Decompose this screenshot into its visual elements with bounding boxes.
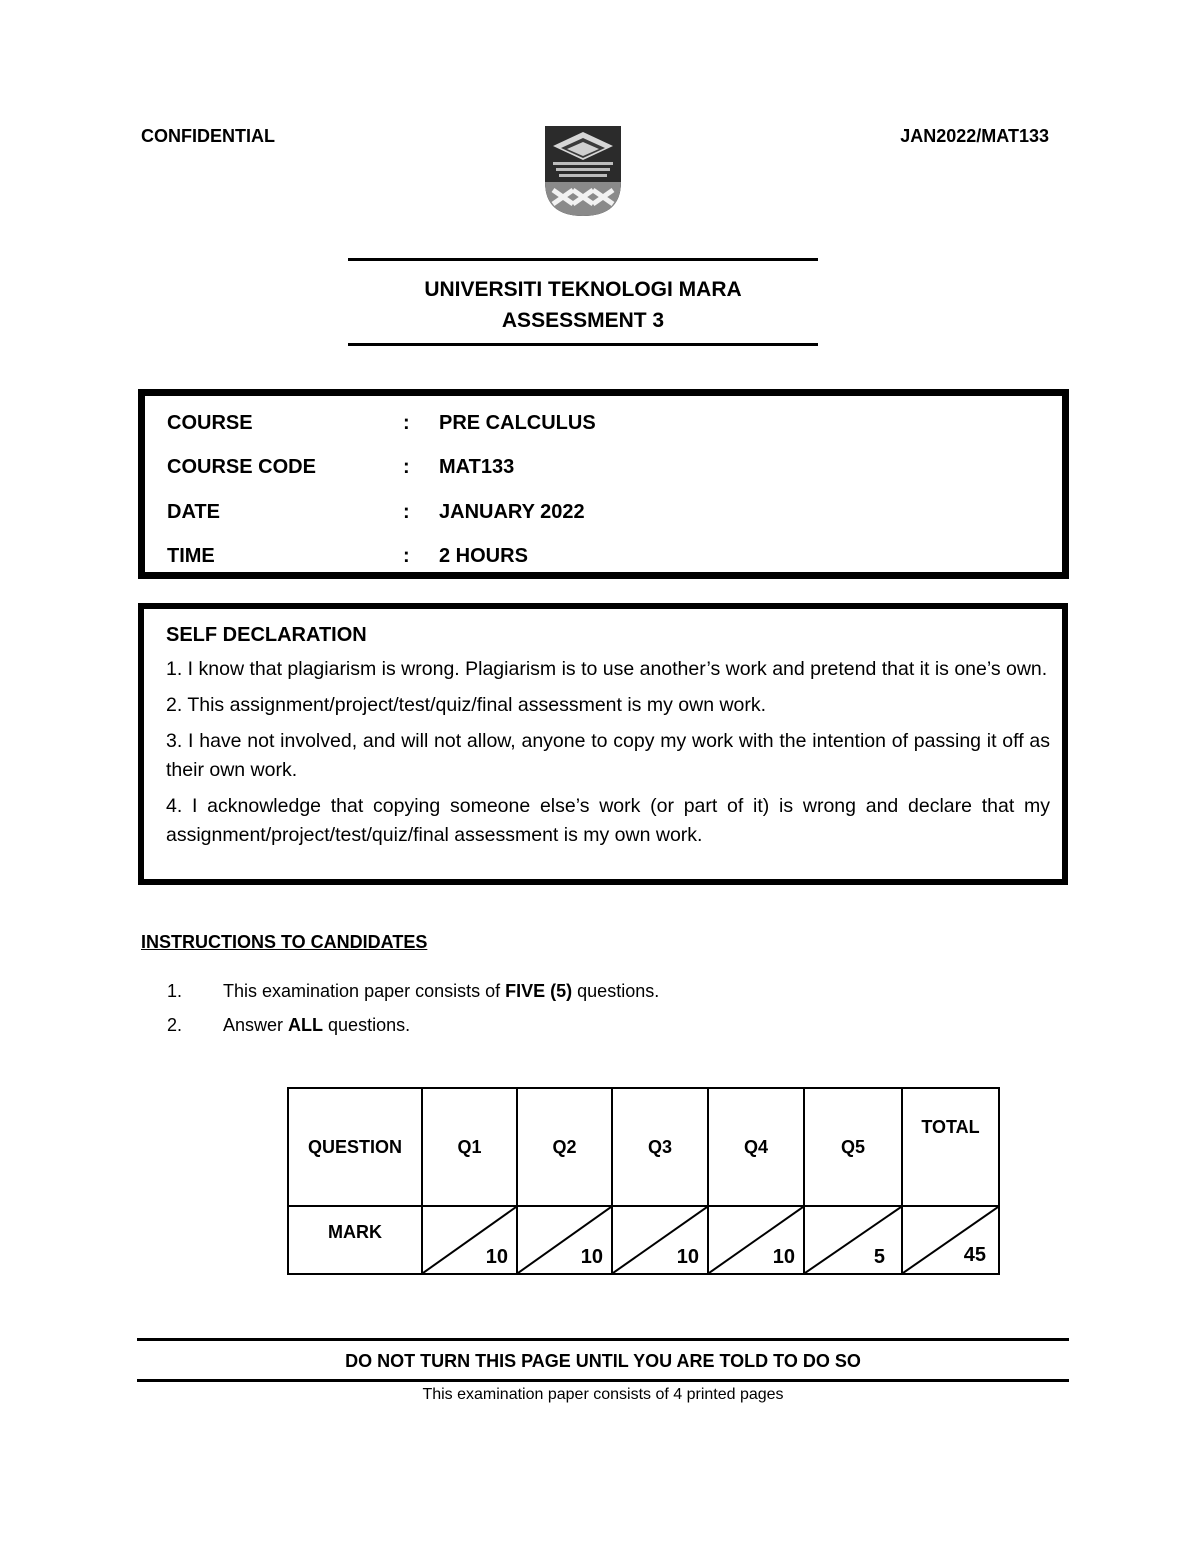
mark-cell-q5 — [804, 1206, 902, 1274]
time-label: TIME — [167, 545, 215, 567]
diagonal-slash — [805, 1207, 901, 1273]
declaration-item: 2. This assignment/project/test/quiz/final assessment is my own work. — [166, 694, 767, 716]
title-bottom-rule — [348, 343, 818, 346]
instruction-emphasis: FIVE (5) — [505, 981, 573, 1001]
confidential-label: CONFIDENTIAL — [141, 126, 275, 146]
mark-cell-q1 — [422, 1206, 517, 1274]
instruction-number: 1. — [167, 981, 183, 1001]
course-value: PRE CALCULUS — [439, 412, 596, 434]
course-code-value: MAT133 — [439, 456, 515, 478]
instructions-heading: INSTRUCTIONS TO CANDIDATES — [141, 932, 428, 952]
course-code-label: COURSE CODE — [167, 456, 316, 478]
assessment-title: ASSESSMENT 3 — [501, 309, 665, 332]
instruction-text-part: questions. — [572, 981, 660, 1001]
column-header-total: TOTAL — [902, 1088, 999, 1206]
mark-cell-total — [902, 1206, 999, 1274]
instruction-emphasis: ALL — [288, 1015, 324, 1035]
mark-cell-q2 — [517, 1206, 612, 1274]
instruction-text-part: questions. — [323, 1015, 411, 1035]
course-info-box — [138, 389, 1069, 579]
max-mark-q1: 10 — [485, 1246, 508, 1268]
paper-code: JAN2022/MAT133 — [900, 126, 1049, 146]
column-header-q3: Q3 — [612, 1088, 708, 1206]
declaration-item: 3. I have not involved, and will not allow, anyone to copy my work with the intention of passing it off as their own work. — [166, 730, 1050, 781]
declaration-title: SELF DECLARATION — [166, 624, 367, 646]
max-mark-q2: 10 — [580, 1246, 603, 1268]
column-header-q1: Q1 — [422, 1088, 517, 1206]
footer-top-rule — [137, 1338, 1069, 1341]
separator: : — [403, 501, 410, 523]
separator: : — [403, 545, 410, 567]
declaration-item: 1. I know that plagiarism is wrong. Plagiarism is to use another’s work and pretend that it is one’s own. — [166, 658, 1048, 680]
column-header-q4: Q4 — [708, 1088, 804, 1206]
title-top-rule — [348, 258, 818, 261]
instruction-text — [223, 1015, 410, 1036]
course-label: COURSE — [167, 412, 253, 434]
mark-cell-q4 — [708, 1206, 804, 1274]
self-declaration-box — [138, 603, 1068, 885]
max-mark-q3: 10 — [676, 1246, 699, 1268]
max-mark-q4: 10 — [772, 1246, 795, 1268]
instruction-text — [223, 981, 659, 1002]
footer-bottom-rule — [137, 1379, 1069, 1382]
instruction-text-part: Answer — [223, 1015, 289, 1035]
marks-table — [287, 1087, 1000, 1275]
university-crest-icon — [543, 124, 623, 218]
question-label-cell: QUESTION — [288, 1088, 422, 1206]
mark-cell-q3 — [612, 1206, 708, 1274]
mark-row — [288, 1206, 999, 1274]
date-label: DATE — [167, 501, 220, 523]
separator: : — [403, 456, 410, 478]
max-mark-q5: 5 — [873, 1246, 885, 1268]
instruction-text-part: This examination paper consists of — [223, 981, 506, 1001]
time-value: 2 HOURS — [439, 545, 528, 567]
separator: : — [403, 412, 410, 434]
university-name: UNIVERSITI TEKNOLOGI MARA — [424, 278, 742, 301]
footer-warning: DO NOT TURN THIS PAGE UNTIL YOU ARE TOLD TO DO SO — [345, 1351, 861, 1371]
max-mark-total: 45 — [963, 1244, 986, 1266]
column-header-q5: Q5 — [804, 1088, 902, 1206]
date-value: JANUARY 2022 — [439, 501, 585, 523]
instruction-number: 2. — [167, 1015, 183, 1035]
question-header-row — [288, 1088, 999, 1206]
declaration-item: 4. I acknowledge that copying someone else’s work (or part of it) is wrong and declare that my assignment/project/test/quiz/final assessment is my own work. — [166, 795, 1050, 846]
footer-page-count: This examination paper consists of 4 printed pages — [422, 1386, 784, 1403]
column-header-q2: Q2 — [517, 1088, 612, 1206]
mark-label-cell: MARK — [288, 1206, 422, 1274]
